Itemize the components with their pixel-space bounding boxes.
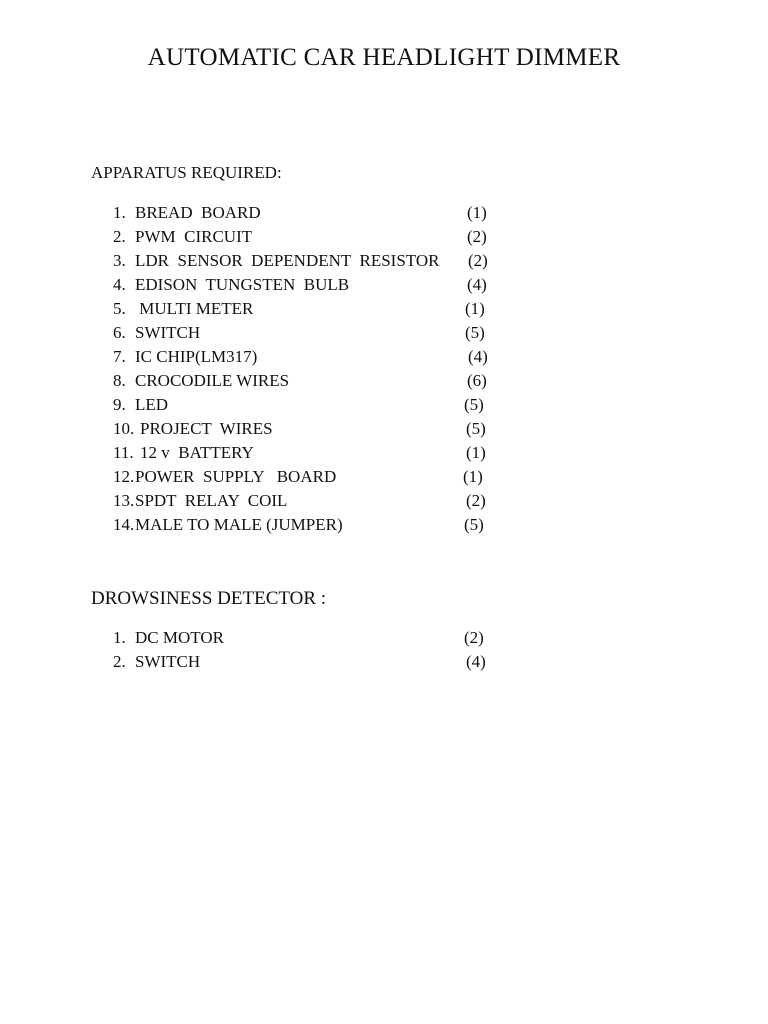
item-quantity: (1) [465, 299, 485, 318]
item-quantity: (2) [467, 227, 487, 246]
item-number: 12. [113, 467, 135, 486]
item-quantity: (1) [466, 443, 486, 462]
item-quantity: (1) [467, 203, 487, 222]
list-item [113, 345, 513, 369]
item-number: 14. [113, 515, 135, 534]
list-item [113, 201, 513, 225]
item-label: PROJECT WIRES [140, 419, 273, 438]
item-number: 9. [113, 395, 126, 414]
item-label: EDISON TUNGSTEN BULB [135, 275, 350, 294]
item-label: 12 v BATTERY [140, 443, 254, 462]
item-number: 11. [113, 443, 134, 462]
item-number: 2. [113, 652, 126, 671]
drowsiness-detector-heading: DROWSINESS DETECTOR : [91, 588, 327, 609]
item-number: 1. [113, 628, 126, 647]
item-number: 7. [113, 347, 126, 366]
item-number: 10. [113, 419, 135, 438]
item-quantity: (6) [467, 371, 487, 390]
list-item [113, 513, 513, 537]
list-item [113, 441, 513, 465]
item-quantity: (2) [464, 628, 484, 647]
item-number: 4. [113, 275, 126, 294]
item-label: DC MOTOR [135, 628, 224, 647]
item-quantity: (2) [468, 251, 488, 270]
list-item [113, 489, 513, 513]
item-quantity: (5) [464, 395, 484, 414]
item-label: SWITCH [135, 652, 201, 671]
list-item [113, 465, 513, 489]
item-label: SPDT RELAY COIL [135, 491, 288, 510]
list-item [113, 393, 513, 417]
drowsiness-list [113, 626, 513, 674]
item-label: LED [135, 395, 169, 414]
list-item [113, 626, 513, 650]
item-quantity: (4) [466, 652, 486, 671]
item-number: 3. [113, 251, 126, 270]
item-label: IC CHIP(LM317) [135, 347, 258, 366]
item-label: SWITCH [135, 323, 201, 342]
apparatus-list [113, 201, 513, 537]
item-number: 8. [113, 371, 126, 390]
item-label: CROCODILE WIRES [135, 371, 290, 390]
item-quantity: (5) [464, 515, 484, 534]
list-item [113, 321, 513, 345]
item-label: BREAD BOARD [135, 203, 261, 222]
item-number: 2. [113, 227, 126, 246]
apparatus-heading: APPARATUS REQUIRED: [91, 163, 282, 182]
item-number: 5. [113, 299, 126, 318]
document-title: AUTOMATIC CAR HEADLIGHT DIMMER [147, 44, 621, 71]
item-label: PWM CIRCUIT [135, 227, 253, 246]
item-quantity: (4) [468, 347, 488, 366]
list-item [113, 369, 513, 393]
item-label: MALE TO MALE (JUMPER) [135, 515, 343, 534]
list-item [113, 297, 513, 321]
item-quantity: (4) [467, 275, 487, 294]
item-label: POWER SUPPLY BOARD [135, 467, 337, 486]
item-quantity: (2) [466, 491, 486, 510]
item-quantity: (5) [466, 419, 486, 438]
item-quantity: (5) [465, 323, 485, 342]
list-item [113, 417, 513, 441]
list-item [113, 650, 513, 674]
item-number: 6. [113, 323, 126, 342]
item-quantity: (1) [463, 467, 483, 486]
list-item [113, 225, 513, 249]
list-item [113, 249, 513, 273]
item-label: MULTI METER [135, 299, 254, 318]
list-item [113, 273, 513, 297]
item-label: LDR SENSOR DEPENDENT RESISTOR [135, 251, 440, 270]
item-number: 13. [113, 491, 135, 510]
item-number: 1. [113, 203, 126, 222]
